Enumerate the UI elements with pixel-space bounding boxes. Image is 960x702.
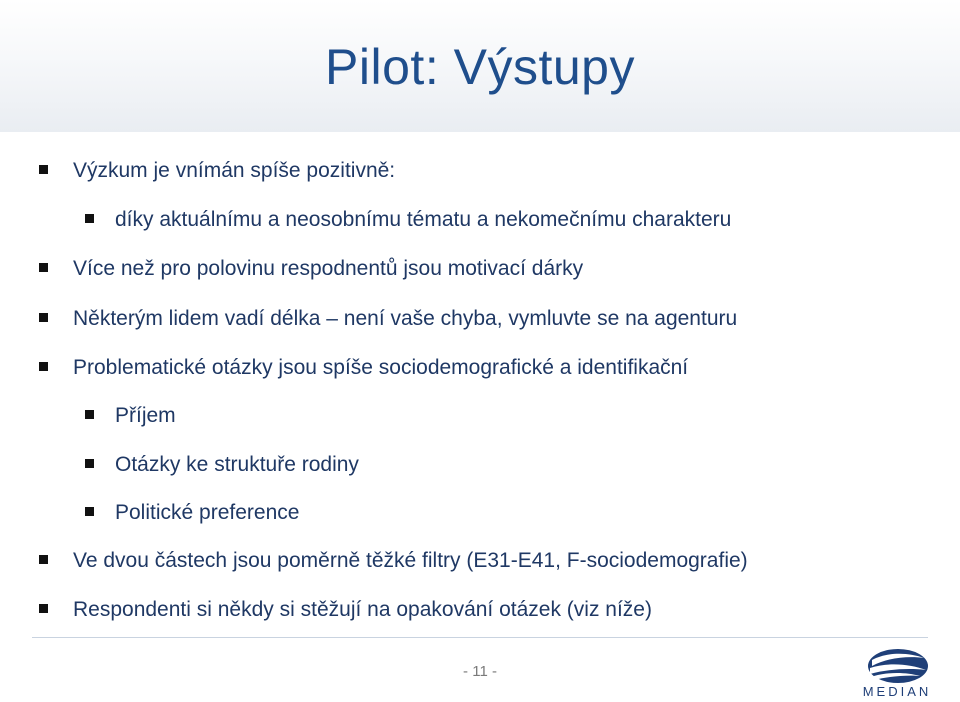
square-bullet-icon [85,459,94,468]
square-bullet-icon [39,165,48,174]
square-bullet-icon [39,263,48,272]
bullet-item [73,355,688,381]
square-bullet-icon [39,362,48,371]
square-bullet-icon [85,410,94,419]
bullet-text: Více než pro polovinu respodnentů jsou motivací dárky [73,257,584,280]
bullet-text: Respondenti si někdy si stěžují na opakování otázek (viz níže) [73,598,652,621]
slide-title: Pilot: Výstupy [325,39,635,95]
bullet-item [115,500,299,526]
bullet-item [73,256,583,282]
bullet-text: díky aktuálnímu a neosobnímu tématu a nekomečnímu charakteru [115,208,732,231]
bullet-text: Výzkum je vnímán spíše pozitivně: [73,159,396,182]
bullet-text: Příjem [115,404,176,427]
bullet-text: Otázky ke struktuře rodiny [115,453,359,476]
bullet-item [73,597,652,623]
bullet-item [73,306,737,332]
footer-divider [32,637,928,638]
bullet-text: Některým lidem vadí délka – není vaše chyba, vymluvte se na agenturu [73,307,738,330]
logo-wordmark: MEDIAN [862,684,932,699]
square-bullet-icon [85,214,94,223]
bullet-item [115,403,176,429]
bullet-item [73,548,748,574]
square-bullet-icon [39,604,48,613]
bullet-text: Problematické otázky jsou spíše sociodemografické a identifikační [73,356,689,379]
square-bullet-icon [85,507,94,516]
bullet-item [115,207,731,233]
square-bullet-icon [39,313,48,322]
bullet-text: Ve dvou částech jsou poměrně těžké filtry (E31-E41, F-sociodemografie) [73,549,748,572]
page-number: - 11 - [463,663,497,680]
bullet-item [115,452,359,478]
bullet-item [73,158,395,184]
bullet-text: Politické preference [115,501,300,524]
square-bullet-icon [39,555,48,564]
